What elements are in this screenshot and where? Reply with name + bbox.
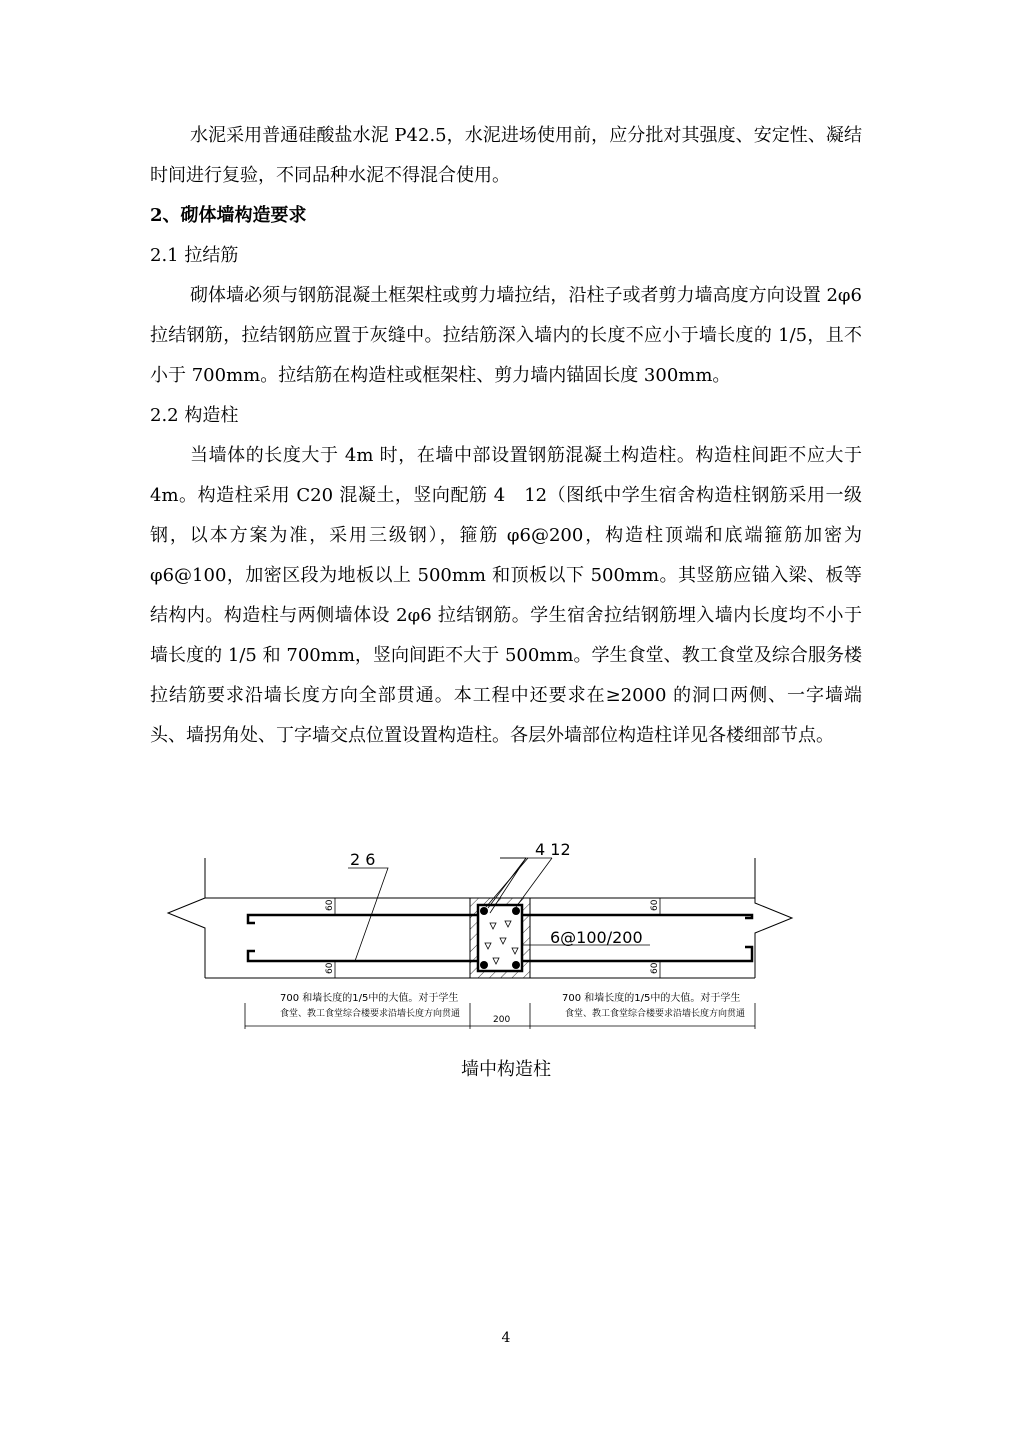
subsection-heading-2-2: 2.2 构造柱 bbox=[150, 405, 239, 426]
vertical-bar-dot bbox=[480, 961, 488, 969]
wall-column-drawing bbox=[160, 843, 800, 1033]
paragraph-cement: 水泥采用普通硅酸盐水泥 P42.5，水泥进场使用前，应分批对其强度、安定性、凝结时间进行复验，不同品种水泥不得混合使用。 bbox=[150, 125, 862, 186]
note-right-line2: 食堂、教工食堂综合楼要求沿墙长度方向贯通 bbox=[565, 1009, 746, 1019]
paragraph-tie-bars: 砌体墙必须与钢筋混凝土框架柱或剪力墙拉结，沿柱子或者剪力墙高度方向设置 2φ6 拉结钢筋，拉结钢筋应置于灰缝中。拉结筋深入墙内的长度不应小于墙长度的 1/5，且不小于 700mm。拉结筋在构造柱或框架柱、剪力墙内锚固长度 300mm。 bbox=[150, 285, 862, 386]
dim-200-label: 200 bbox=[493, 1015, 511, 1025]
stirrup-label: 6@100/200 bbox=[550, 928, 643, 947]
note-left-line1: 700 和墙长度的1/5中的大值。对于学生 bbox=[280, 993, 459, 1004]
dim-60-label: 60 bbox=[650, 962, 660, 974]
subsection-heading-2-1: 2.1 拉结筋 bbox=[150, 245, 239, 266]
vertical-bar-dot bbox=[512, 961, 520, 969]
page-number: 4 bbox=[501, 1330, 511, 1346]
dim-60-label: 60 bbox=[650, 899, 660, 911]
note-left-line2: 食堂、教工食堂综合楼要求沿墙长度方向贯通 bbox=[280, 1009, 461, 1019]
constructional-column bbox=[470, 898, 530, 978]
vertical-bar-dot bbox=[480, 907, 488, 915]
figure-caption: 墙中构造柱 bbox=[461, 1059, 551, 1080]
dim-60-label: 60 bbox=[325, 899, 335, 911]
section-heading-2: 2、砌体墙构造要求 bbox=[150, 205, 307, 226]
body-text bbox=[150, 116, 862, 756]
note-right-line1: 700 和墙长度的1/5中的大值。对于学生 bbox=[562, 993, 741, 1004]
vertical-bar-label: 4 12 bbox=[535, 843, 571, 859]
paragraph-constructional-column: 当墙体的长度大于 4m 时，在墙中部设置钢筋混凝土构造柱。构造柱间距不应大于 4m。构造柱采用 C20 混凝土，竖向配筋 4 12（图纸中学生宿舍构造柱钢筋采用一级钢，以本方案为准，采用三级钢），箍筋 φ6@200，构造柱顶端和底端箍筋加密为 φ6@100，加密区段为地板以上 500mm 和顶板以下 500mm。其竖筋应锚入梁、板等结构内。构造柱与两侧墙体设 2φ6 拉结钢筋。学生宿舍拉结钢筋埋入墙内长度均不小于墙长度的 1/5 和 700mm，竖向间距不大于 500mm。学生食堂、教工食堂及综合服务楼拉结筋要求沿墙长度方向全部贯通。本工程中还要求在≥2000 的洞口两侧、一字墙端头、墙拐角处、丁字墙交点位置设置构造柱。各层外墙部位构造柱详见各楼细部节点。 bbox=[150, 445, 862, 746]
vertical-bar-dot bbox=[512, 907, 520, 915]
tie-bar-label: 2 6 bbox=[350, 850, 376, 869]
dim-60-label: 60 bbox=[325, 962, 335, 974]
